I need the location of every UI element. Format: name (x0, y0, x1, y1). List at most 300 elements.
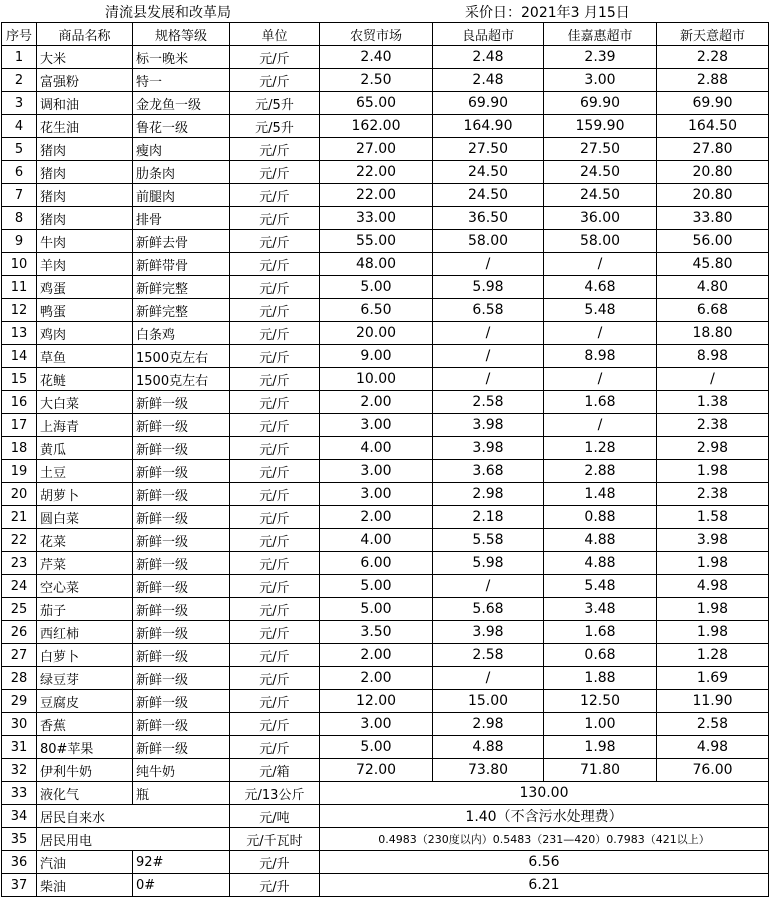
cell-product-name: 豆腐皮 (37, 690, 133, 713)
cell-product-name: 胡萝卜 (37, 483, 133, 506)
cell-product-name: 花生油 (37, 115, 133, 138)
cell-unit: 元/斤 (230, 69, 320, 92)
table-row (2, 782, 769, 805)
cell-jiajiahui-market: 8.98 (544, 345, 657, 368)
cell-farmers-market: 5.00 (320, 736, 433, 759)
cell-index: 23 (2, 552, 37, 575)
cell-product-name: 猪肉 (37, 184, 133, 207)
price-table-body (2, 23, 769, 897)
cell-index: 34 (2, 805, 37, 828)
cell-liangpin-market: 24.50 (433, 161, 544, 184)
cell-unit: 元/斤 (230, 460, 320, 483)
cell-index: 28 (2, 667, 37, 690)
cell-liangpin-market: / (433, 667, 544, 690)
cell-farmers-market: 3.00 (320, 460, 433, 483)
cell-index: 2 (2, 69, 37, 92)
cell-farmers-market: 33.00 (320, 207, 433, 230)
table-row (2, 713, 769, 736)
cell-farmers-market: 6.50 (320, 299, 433, 322)
cell-liangpin-market: / (433, 368, 544, 391)
cell-liangpin-market: 2.98 (433, 483, 544, 506)
cell-xintianyi-market: 1.98 (657, 552, 769, 575)
cell-index: 20 (2, 483, 37, 506)
cell-xintianyi-market: 20.80 (657, 184, 769, 207)
cell-grade: 新鲜一级 (133, 391, 230, 414)
cell-unit: 元/斤 (230, 437, 320, 460)
cell-product-name: 花鲢 (37, 368, 133, 391)
cell-product-name: 牛肉 (37, 230, 133, 253)
cell-grade: 新鲜完整 (133, 276, 230, 299)
header-index: 序号 (2, 23, 37, 46)
cell-unified-price: 6.56 (320, 851, 769, 874)
cell-product-name: 香蕉 (37, 713, 133, 736)
cell-unit: 元/斤 (230, 299, 320, 322)
cell-liangpin-market: 15.00 (433, 690, 544, 713)
cell-jiajiahui-market: 4.68 (544, 276, 657, 299)
cell-liangpin-market: 6.58 (433, 299, 544, 322)
cell-product-name: 鸡蛋 (37, 276, 133, 299)
table-row (2, 115, 769, 138)
cell-product-name: 羊肉 (37, 253, 133, 276)
cell-index: 15 (2, 368, 37, 391)
cell-liangpin-market: 73.80 (433, 759, 544, 782)
header-jiajiahui-market: 佳嘉惠超市 (544, 23, 657, 46)
cell-index: 19 (2, 460, 37, 483)
cell-unit: 元/13公斤 (230, 782, 320, 805)
header-farmers-market: 农贸市场 (320, 23, 433, 46)
cell-xintianyi-market: 1.98 (657, 460, 769, 483)
cell-farmers-market: 3.00 (320, 713, 433, 736)
cell-grade: 1500克左右 (133, 345, 230, 368)
cell-unit: 元/斤 (230, 276, 320, 299)
cell-jiajiahui-market: 24.50 (544, 161, 657, 184)
cell-jiajiahui-market: 1.68 (544, 391, 657, 414)
cell-unit: 元/斤 (230, 322, 320, 345)
cell-xintianyi-market: 1.98 (657, 598, 769, 621)
cell-index: 6 (2, 161, 37, 184)
cell-grade: 新鲜去骨 (133, 230, 230, 253)
organization-title: 清流县发展和改革局 (105, 5, 231, 21)
cell-grade: 新鲜一级 (133, 713, 230, 736)
cell-xintianyi-market: 11.90 (657, 690, 769, 713)
cell-liangpin-market: 24.50 (433, 184, 544, 207)
cell-jiajiahui-market: / (544, 322, 657, 345)
cell-product-name: 西红柿 (37, 621, 133, 644)
cell-jiajiahui-market: 36.00 (544, 207, 657, 230)
cell-product-name: 伊利牛奶 (37, 759, 133, 782)
table-row (2, 805, 769, 828)
cell-liangpin-market: 2.58 (433, 644, 544, 667)
cell-product-name: 调和油 (37, 92, 133, 115)
table-row (2, 759, 769, 782)
cell-liangpin-market: 5.98 (433, 552, 544, 575)
cell-product-name: 鸡肉 (37, 322, 133, 345)
cell-unified-price: 130.00 (320, 782, 769, 805)
cell-index: 22 (2, 529, 37, 552)
cell-unit: 元/升 (230, 874, 320, 897)
cell-product-name: 鸭蛋 (37, 299, 133, 322)
table-header-row (2, 23, 769, 46)
cell-xintianyi-market: 18.80 (657, 322, 769, 345)
cell-farmers-market: 4.00 (320, 529, 433, 552)
cell-index: 21 (2, 506, 37, 529)
cell-xintianyi-market: 1.28 (657, 644, 769, 667)
cell-grade: 肋条肉 (133, 161, 230, 184)
cell-jiajiahui-market: 4.88 (544, 529, 657, 552)
table-row (2, 138, 769, 161)
table-row (2, 414, 769, 437)
table-row (2, 575, 769, 598)
cell-index: 30 (2, 713, 37, 736)
cell-xintianyi-market: 2.38 (657, 483, 769, 506)
cell-product-name: 居民用电 (37, 828, 230, 851)
cell-farmers-market: 9.00 (320, 345, 433, 368)
cell-index: 12 (2, 299, 37, 322)
cell-jiajiahui-market: 159.90 (544, 115, 657, 138)
cell-liangpin-market: 2.18 (433, 506, 544, 529)
cell-index: 18 (2, 437, 37, 460)
cell-xintianyi-market: 1.38 (657, 391, 769, 414)
table-row (2, 736, 769, 759)
cell-unit: 元/5升 (230, 92, 320, 115)
cell-unit: 元/吨 (230, 805, 320, 828)
cell-grade: 新鲜一级 (133, 460, 230, 483)
table-row (2, 644, 769, 667)
cell-liangpin-market: 164.90 (433, 115, 544, 138)
cell-jiajiahui-market: 4.88 (544, 552, 657, 575)
cell-jiajiahui-market: 1.00 (544, 713, 657, 736)
cell-xintianyi-market: 164.50 (657, 115, 769, 138)
cell-unit: 元/升 (230, 851, 320, 874)
cell-product-name: 液化气 (37, 782, 133, 805)
cell-product-name: 汽油 (37, 851, 133, 874)
cell-xintianyi-market: 2.88 (657, 69, 769, 92)
table-row (2, 552, 769, 575)
cell-product-name: 柴油 (37, 874, 133, 897)
table-row (2, 69, 769, 92)
cell-grade: 1500克左右 (133, 368, 230, 391)
cell-xintianyi-market: 1.69 (657, 667, 769, 690)
cell-liangpin-market: 3.98 (433, 621, 544, 644)
cell-unit: 元/斤 (230, 621, 320, 644)
cell-index: 25 (2, 598, 37, 621)
cell-xintianyi-market: 4.80 (657, 276, 769, 299)
cell-unit: 元/斤 (230, 207, 320, 230)
cell-xintianyi-market: 4.98 (657, 736, 769, 759)
cell-grade: 新鲜一级 (133, 598, 230, 621)
cell-jiajiahui-market: / (544, 368, 657, 391)
cell-index: 32 (2, 759, 37, 782)
cell-unit: 元/千瓦时 (230, 828, 320, 851)
table-row (2, 851, 769, 874)
cell-xintianyi-market: 1.98 (657, 621, 769, 644)
cell-xintianyi-market: 4.98 (657, 575, 769, 598)
header-product-name: 商品名称 (37, 23, 133, 46)
cell-grade: 新鲜一级 (133, 414, 230, 437)
cell-product-name: 土豆 (37, 460, 133, 483)
cell-farmers-market: 6.00 (320, 552, 433, 575)
table-row (2, 299, 769, 322)
cell-farmers-market: 162.00 (320, 115, 433, 138)
cell-unified-price: 6.21 (320, 874, 769, 897)
table-row (2, 874, 769, 897)
cell-unit: 元/箱 (230, 759, 320, 782)
cell-farmers-market: 2.00 (320, 506, 433, 529)
cell-jiajiahui-market: 2.88 (544, 460, 657, 483)
cell-unit: 元/斤 (230, 713, 320, 736)
cell-xintianyi-market: 20.80 (657, 161, 769, 184)
table-row (2, 690, 769, 713)
cell-index: 33 (2, 782, 37, 805)
cell-liangpin-market: / (433, 322, 544, 345)
cell-jiajiahui-market: / (544, 414, 657, 437)
cell-grade: 新鲜一级 (133, 529, 230, 552)
cell-grade: 新鲜一级 (133, 667, 230, 690)
cell-grade: 新鲜一级 (133, 483, 230, 506)
cell-xintianyi-market: 27.80 (657, 138, 769, 161)
cell-unit: 元/斤 (230, 253, 320, 276)
cell-grade: 鲁花一级 (133, 115, 230, 138)
cell-index: 8 (2, 207, 37, 230)
cell-product-name: 黄瓜 (37, 437, 133, 460)
cell-grade: 白条鸡 (133, 322, 230, 345)
cell-xintianyi-market: / (657, 368, 769, 391)
cell-jiajiahui-market: 3.00 (544, 69, 657, 92)
cell-liangpin-market: 5.68 (433, 598, 544, 621)
table-row (2, 460, 769, 483)
cell-grade: 新鲜一级 (133, 552, 230, 575)
cell-grade: 前腿肉 (133, 184, 230, 207)
cell-xintianyi-market: 2.58 (657, 713, 769, 736)
cell-liangpin-market: / (433, 575, 544, 598)
table-row (2, 253, 769, 276)
cell-liangpin-market: 69.90 (433, 92, 544, 115)
cell-product-name: 上海青 (37, 414, 133, 437)
cell-grade: 92# (133, 851, 230, 874)
cell-index: 16 (2, 391, 37, 414)
cell-unit: 元/斤 (230, 598, 320, 621)
cell-index: 35 (2, 828, 37, 851)
cell-product-name: 富强粉 (37, 69, 133, 92)
cell-jiajiahui-market: 24.50 (544, 184, 657, 207)
table-row (2, 828, 769, 851)
cell-grade: 排骨 (133, 207, 230, 230)
cell-jiajiahui-market: 0.88 (544, 506, 657, 529)
cell-jiajiahui-market: 0.68 (544, 644, 657, 667)
cell-liangpin-market: 36.50 (433, 207, 544, 230)
cell-unit: 元/斤 (230, 667, 320, 690)
cell-unit: 元/斤 (230, 184, 320, 207)
cell-farmers-market: 2.40 (320, 46, 433, 69)
cell-farmers-market: 2.50 (320, 69, 433, 92)
cell-unit: 元/斤 (230, 529, 320, 552)
header-xintianyi-market: 新天意超市 (657, 23, 769, 46)
cell-unified-price: 0.4983（230度以内）0.5483（231—420）0.7983（421以上） (320, 828, 769, 851)
cell-unit: 元/斤 (230, 552, 320, 575)
cell-index: 10 (2, 253, 37, 276)
table-row (2, 598, 769, 621)
cell-liangpin-market: 58.00 (433, 230, 544, 253)
price-table (1, 22, 769, 897)
cell-index: 29 (2, 690, 37, 713)
table-row (2, 391, 769, 414)
cell-liangpin-market: 4.88 (433, 736, 544, 759)
cell-index: 11 (2, 276, 37, 299)
cell-jiajiahui-market: 1.48 (544, 483, 657, 506)
cell-jiajiahui-market: 71.80 (544, 759, 657, 782)
cell-liangpin-market: 5.58 (433, 529, 544, 552)
cell-xintianyi-market: 2.38 (657, 414, 769, 437)
cell-jiajiahui-market: 69.90 (544, 92, 657, 115)
cell-index: 4 (2, 115, 37, 138)
cell-jiajiahui-market: 1.28 (544, 437, 657, 460)
cell-index: 9 (2, 230, 37, 253)
table-row (2, 161, 769, 184)
cell-farmers-market: 27.00 (320, 138, 433, 161)
cell-xintianyi-market: 69.90 (657, 92, 769, 115)
cell-jiajiahui-market: 5.48 (544, 575, 657, 598)
cell-xintianyi-market: 33.80 (657, 207, 769, 230)
cell-farmers-market: 4.00 (320, 437, 433, 460)
report-header (0, 0, 769, 22)
cell-grade: 特一 (133, 69, 230, 92)
table-row (2, 667, 769, 690)
cell-liangpin-market: 2.48 (433, 69, 544, 92)
cell-farmers-market: 22.00 (320, 184, 433, 207)
cell-liangpin-market: 3.98 (433, 414, 544, 437)
cell-index: 3 (2, 92, 37, 115)
cell-product-name: 芹菜 (37, 552, 133, 575)
table-row (2, 322, 769, 345)
cell-index: 7 (2, 184, 37, 207)
cell-product-name: 空心菜 (37, 575, 133, 598)
cell-liangpin-market: / (433, 345, 544, 368)
cell-grade: 新鲜带骨 (133, 253, 230, 276)
cell-product-name: 花菜 (37, 529, 133, 552)
cell-unit: 元/斤 (230, 690, 320, 713)
cell-unit: 元/斤 (230, 161, 320, 184)
cell-index: 17 (2, 414, 37, 437)
cell-liangpin-market: 3.98 (433, 437, 544, 460)
cell-xintianyi-market: 6.68 (657, 299, 769, 322)
cell-index: 27 (2, 644, 37, 667)
cell-unit: 元/斤 (230, 345, 320, 368)
cell-farmers-market: 3.00 (320, 483, 433, 506)
header-unit: 单位 (230, 23, 320, 46)
cell-product-name: 茄子 (37, 598, 133, 621)
cell-farmers-market: 65.00 (320, 92, 433, 115)
cell-xintianyi-market: 76.00 (657, 759, 769, 782)
cell-xintianyi-market: 8.98 (657, 345, 769, 368)
cell-grade: 新鲜一级 (133, 621, 230, 644)
cell-farmers-market: 48.00 (320, 253, 433, 276)
cell-xintianyi-market: 3.98 (657, 529, 769, 552)
cell-index: 1 (2, 46, 37, 69)
cell-unit: 元/斤 (230, 414, 320, 437)
cell-farmers-market: 12.00 (320, 690, 433, 713)
cell-unified-price: 1.40（不含污水处理费） (320, 805, 769, 828)
table-row (2, 506, 769, 529)
cell-grade: 新鲜一级 (133, 575, 230, 598)
cell-jiajiahui-market: 1.88 (544, 667, 657, 690)
cell-jiajiahui-market: 3.48 (544, 598, 657, 621)
cell-unit: 元/斤 (230, 46, 320, 69)
cell-liangpin-market: / (433, 253, 544, 276)
cell-grade: 新鲜完整 (133, 299, 230, 322)
cell-grade: 新鲜一级 (133, 506, 230, 529)
cell-product-name: 草鱼 (37, 345, 133, 368)
table-row (2, 230, 769, 253)
cell-liangpin-market: 2.98 (433, 713, 544, 736)
cell-farmers-market: 22.00 (320, 161, 433, 184)
cell-unit: 元/斤 (230, 483, 320, 506)
cell-product-name: 猪肉 (37, 207, 133, 230)
cell-grade: 0# (133, 874, 230, 897)
table-row (2, 483, 769, 506)
cell-unit: 元/斤 (230, 391, 320, 414)
cell-unit: 元/斤 (230, 138, 320, 161)
table-row (2, 621, 769, 644)
cell-xintianyi-market: 2.98 (657, 437, 769, 460)
cell-grade: 新鲜一级 (133, 644, 230, 667)
cell-farmers-market: 3.50 (320, 621, 433, 644)
cell-xintianyi-market: 1.58 (657, 506, 769, 529)
table-row (2, 437, 769, 460)
cell-grade: 新鲜一级 (133, 437, 230, 460)
cell-index: 24 (2, 575, 37, 598)
table-row (2, 368, 769, 391)
cell-jiajiahui-market: 5.48 (544, 299, 657, 322)
cell-index: 26 (2, 621, 37, 644)
table-row (2, 345, 769, 368)
cell-grade: 瘦肉 (133, 138, 230, 161)
header-liangpin-market: 良品超市 (433, 23, 544, 46)
table-row (2, 46, 769, 69)
cell-grade: 纯牛奶 (133, 759, 230, 782)
cell-jiajiahui-market: 1.68 (544, 621, 657, 644)
cell-jiajiahui-market: / (544, 253, 657, 276)
cell-unit: 元/斤 (230, 575, 320, 598)
table-row (2, 207, 769, 230)
cell-grade: 瓶 (133, 782, 230, 805)
cell-index: 5 (2, 138, 37, 161)
cell-liangpin-market: 27.50 (433, 138, 544, 161)
cell-product-name: 大米 (37, 46, 133, 69)
cell-grade: 金龙鱼一级 (133, 92, 230, 115)
cell-liangpin-market: 3.68 (433, 460, 544, 483)
cell-jiajiahui-market: 27.50 (544, 138, 657, 161)
cell-unit: 元/斤 (230, 230, 320, 253)
cell-farmers-market: 2.00 (320, 644, 433, 667)
cell-farmers-market: 5.00 (320, 276, 433, 299)
table-row (2, 276, 769, 299)
cell-grade: 标一晚米 (133, 46, 230, 69)
cell-farmers-market: 3.00 (320, 414, 433, 437)
cell-index: 13 (2, 322, 37, 345)
table-row (2, 92, 769, 115)
cell-index: 14 (2, 345, 37, 368)
cell-product-name: 绿豆芽 (37, 667, 133, 690)
survey-date: 采价日：2021年3 月15日 (465, 5, 630, 21)
cell-unit: 元/斤 (230, 368, 320, 391)
cell-unit: 元/斤 (230, 644, 320, 667)
header-grade: 规格等级 (133, 23, 230, 46)
cell-xintianyi-market: 45.80 (657, 253, 769, 276)
cell-unit: 元/斤 (230, 736, 320, 759)
cell-unit: 元/5升 (230, 115, 320, 138)
cell-product-name: 大白菜 (37, 391, 133, 414)
cell-jiajiahui-market: 12.50 (544, 690, 657, 713)
